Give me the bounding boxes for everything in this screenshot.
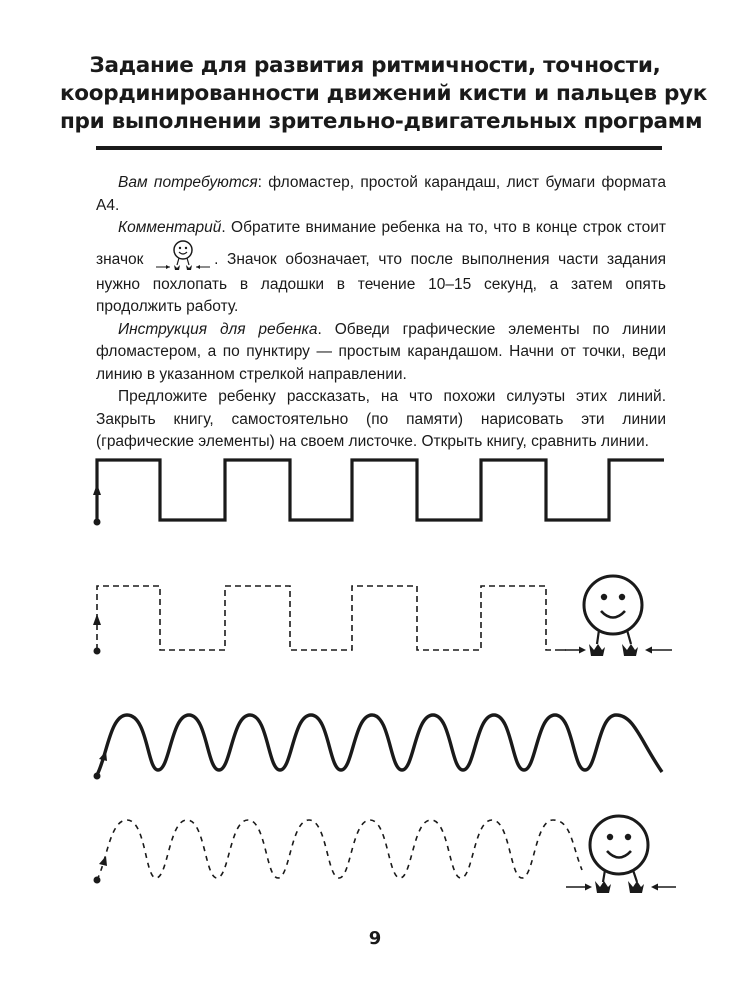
child-instruction-text: . Обведи графические элементы по линии фломастером, а по пунктиру — простым карандашом. Начни от точки, веди линию в указанном стрелкой направлении. bbox=[96, 320, 666, 383]
title-line-2: координированности движений кисти и пальцев рук bbox=[60, 81, 708, 106]
title-line-1: Задание для развития ритмичности, точности, bbox=[89, 53, 661, 78]
page-number: 9 bbox=[368, 928, 382, 949]
up-arrow-icon bbox=[99, 856, 107, 866]
title-line-3: при выполнении зрительно-двигательных программ bbox=[60, 109, 703, 134]
child-instruction-label: Инструкция для ребенка bbox=[118, 320, 318, 338]
start-dot-icon bbox=[94, 648, 101, 655]
dashed-sine-wave bbox=[97, 820, 582, 880]
title-underline bbox=[96, 146, 662, 150]
page-title bbox=[60, 52, 708, 136]
up-arrow-icon bbox=[93, 614, 101, 625]
smiley-clap-icon bbox=[561, 576, 672, 656]
instructions bbox=[96, 172, 666, 454]
smiley-clap-icon bbox=[566, 816, 676, 893]
smiley-clap-icon bbox=[154, 240, 212, 274]
comment-paragraph bbox=[96, 217, 666, 319]
comment-text-a: . Обратите внимание ребенка на то, что в конце строк стоит значок bbox=[96, 219, 666, 268]
child-instruction-paragraph bbox=[96, 319, 666, 387]
dashed-square-wave-row bbox=[93, 576, 672, 656]
materials-text: : фломастер, простой карандаш, лист бумаги формата А4. bbox=[96, 174, 666, 214]
solid-square-wave bbox=[97, 460, 664, 520]
tracing-exercise bbox=[0, 440, 750, 910]
solid-sine-wave bbox=[97, 715, 662, 775]
start-dot-icon bbox=[94, 773, 101, 780]
comment-label: Комментарий bbox=[118, 219, 222, 236]
up-arrow-icon bbox=[99, 751, 107, 761]
start-dot-icon bbox=[94, 877, 101, 884]
comment-text-b: . Значок обозначает, что после выполнения части задания нужно похлопать в ладошки в течение 10–15 секунд, а затем опять продолжить работу. bbox=[96, 250, 666, 315]
solid-square-wave-row bbox=[93, 460, 664, 526]
start-dot-icon bbox=[94, 519, 101, 526]
dashed-sine-wave-row bbox=[94, 816, 677, 893]
materials-label: Вам потребуются bbox=[118, 174, 258, 191]
suggestion-paragraph: Предложите ребенку рассказать, на что похожи силуэты этих линий. Закрыть книгу, самостоятельно (по памяти) нарисовать эти линии (графические элементы) на своем листочке. Открыть книгу, сравнить линии. bbox=[96, 388, 666, 450]
dashed-square-wave bbox=[97, 586, 566, 650]
materials-paragraph bbox=[96, 172, 666, 217]
solid-sine-wave-row bbox=[94, 715, 663, 780]
up-arrow-icon bbox=[93, 484, 101, 495]
